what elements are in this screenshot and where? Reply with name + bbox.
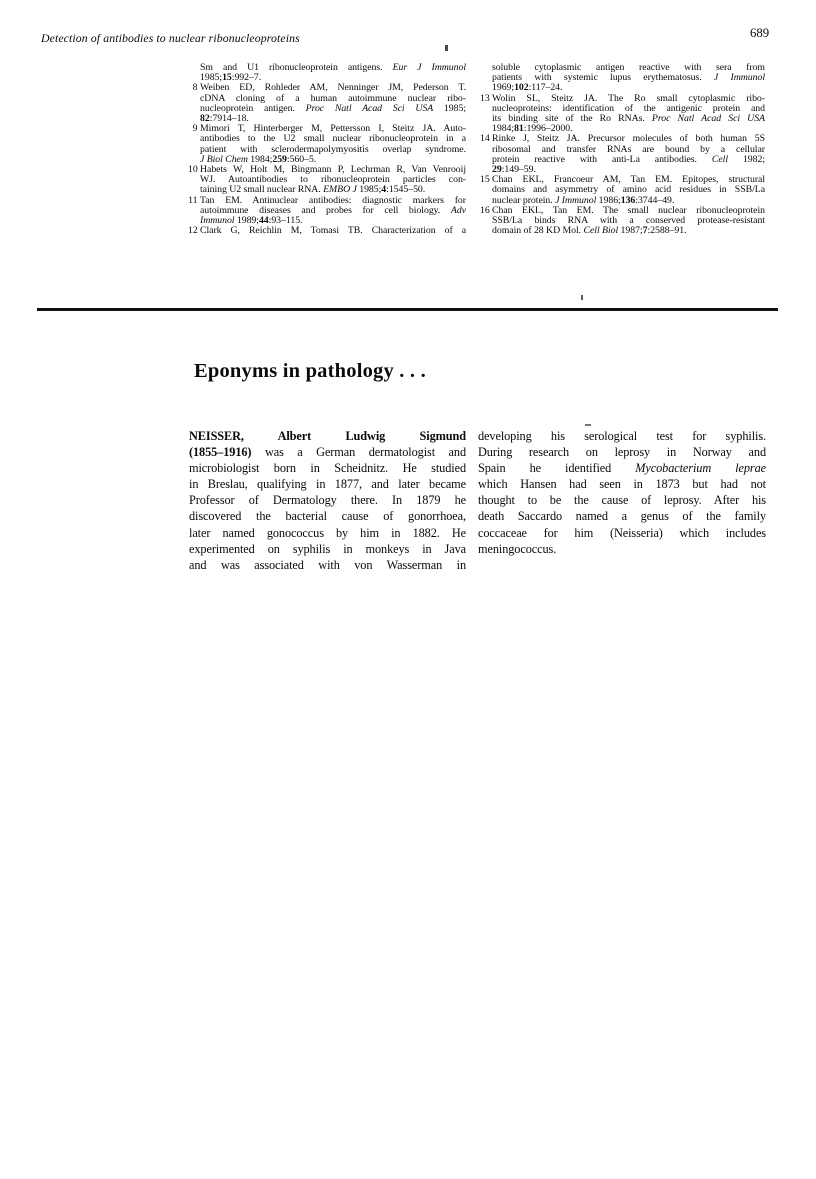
section-title: Eponyms in pathology . . . bbox=[194, 360, 426, 382]
body-text-line: developing his serological test for syphilis. bbox=[478, 429, 766, 443]
body-text-line: and was associated with von Wasserman in bbox=[189, 557, 466, 572]
reference-line: Habets W, Holt M, Bingmann P, Lechrman R, Van Venrooij bbox=[200, 165, 466, 176]
reference-line: nuclear protein. J Immunol 1986;136:3744–49. bbox=[492, 195, 675, 206]
page-number: 689 bbox=[750, 26, 770, 40]
body-text-line: Professor of Dermatology there. In 1879 he bbox=[189, 493, 466, 508]
reference-number: 16 bbox=[480, 204, 490, 216]
reference-line: nucleoprotein antigen. Proc Natl Acad Sci USA 1985; bbox=[200, 103, 466, 114]
reference-item bbox=[188, 83, 466, 124]
reference-item bbox=[480, 94, 765, 135]
reference-line: Immunol 1989;44:93–115. bbox=[200, 216, 303, 227]
reference-item bbox=[188, 63, 466, 83]
reference-number: 10 bbox=[188, 164, 198, 176]
body-text-line: death Saccardo named a genus of the family bbox=[478, 509, 766, 524]
body-text-line: (1855–1916) was a German dermatologist and bbox=[189, 445, 466, 460]
reference-line: protein reactive with anti-La antibodies. Cell 1982; bbox=[492, 154, 765, 165]
reference-line: Chan EKL, Tan EM. The small nuclear ribonucleoprotein bbox=[492, 205, 765, 216]
reference-item bbox=[188, 226, 466, 236]
reference-item bbox=[188, 165, 466, 196]
reference-line: autoimmune diseases and probes for cell biology. Adv bbox=[200, 205, 466, 216]
reference-line: taining U2 small nuclear RNA. EMBO J 1985;4:1545–50. bbox=[200, 185, 426, 196]
references-left-column bbox=[188, 63, 466, 236]
reference-line: its binding site of the Ro RNAs. Proc Natl Acad Sci USA bbox=[492, 114, 765, 125]
reference-number: 15 bbox=[480, 174, 490, 186]
reference-line: 1969;102:117–24. bbox=[492, 83, 563, 94]
reference-line: Sm and U1 ribonucleoprotein antigens. Eur J Immunol bbox=[200, 63, 466, 73]
reference-number: 9 bbox=[192, 123, 198, 135]
reference-line: cDNA cloning of a human autoimmune nuclear ribo- bbox=[200, 93, 466, 104]
reference-number: 8 bbox=[192, 82, 198, 94]
reference-line: domains and asymmetry of amino acid residues in SSB/La bbox=[492, 185, 765, 196]
reference-line: J Biol Chem 1984;259:560–5. bbox=[200, 154, 317, 165]
scan-artifact bbox=[445, 45, 448, 51]
reference-line: 29:149–59. bbox=[492, 165, 536, 176]
body-text-line: experimented on syphilis in monkeys in Java bbox=[189, 541, 466, 556]
eponyms-body-right-column bbox=[478, 428, 766, 557]
reference-item bbox=[480, 63, 765, 94]
reference-line: WJ. Autoantibodies to ribonucleoprotein particles con- bbox=[200, 175, 466, 186]
reference-number: 12 bbox=[188, 225, 198, 237]
reference-item bbox=[480, 206, 765, 237]
reference-number: 13 bbox=[480, 92, 490, 104]
reference-line: Mimori T, Hinterberger M, Pettersson I, Steitz JA. Auto- bbox=[200, 124, 466, 135]
reference-line: ribosomal and transfer RNAs are bound by a cellular bbox=[492, 144, 765, 155]
reference-line: Tan EM. Antinuclear antibodies: diagnostic markers for bbox=[200, 195, 466, 206]
body-text-line: which Hansen had seen in 1873 but had not bbox=[478, 477, 766, 492]
reference-number: 14 bbox=[480, 133, 490, 145]
reference-line: nucleoproteins: identification of the antigenic protein and bbox=[492, 103, 765, 114]
section-divider-rule bbox=[37, 308, 778, 311]
body-text-line: During research on leprosy in Norway and bbox=[478, 445, 766, 460]
reference-line: antibodies to the U2 small nuclear ribonucleoprotein in a bbox=[200, 134, 466, 145]
scan-artifact bbox=[585, 424, 591, 426]
body-text-line: NEISSER, Albert Ludwig Sigmund bbox=[189, 429, 466, 443]
reference-line: Rinke J, Steitz JA. Precursor molecules of both human 5S bbox=[492, 134, 765, 145]
body-text-line: in Breslau, qualifying in 1877, and later became bbox=[189, 477, 466, 492]
reference-line: 1984;81:1996–2000. bbox=[492, 124, 573, 135]
reference-line: Wolin SL, Steitz JA. The Ro small cytoplasmic ribo- bbox=[492, 93, 765, 104]
body-text-line: microbiologist born in Scheidnitz. He studied bbox=[189, 461, 466, 476]
scan-artifact bbox=[581, 295, 583, 300]
body-text-line: discovered the bacterial cause of gonorrhoea, bbox=[189, 509, 466, 524]
body-text-line: thought to be the cause of leprosy. After his bbox=[478, 493, 766, 508]
reference-item bbox=[480, 175, 765, 206]
body-text-line: later named gonococcus by him in 1882. He bbox=[189, 525, 466, 540]
reference-line: patient with sclerodermapolymyositis overlap syndrome. bbox=[200, 144, 466, 155]
reference-item bbox=[188, 196, 466, 227]
body-text-line: meningococcus. bbox=[478, 541, 557, 556]
body-text-line: Spain he identified Mycobacterium leprae bbox=[478, 461, 766, 476]
reference-line: SSB/La binds RNA with a conserved protease-resistant bbox=[492, 216, 765, 227]
reference-item bbox=[480, 134, 765, 175]
running-title: Detection of antibodies to nuclear ribonucleoproteins bbox=[41, 31, 300, 45]
reference-line: domain of 28 KD Mol. Cell Biol 1987;7:2588–91. bbox=[492, 226, 687, 237]
eponyms-body-left-column bbox=[189, 428, 466, 573]
reference-line: 82:7914–18. bbox=[200, 114, 249, 125]
reference-line: soluble cytoplasmic antigen reactive with sera from bbox=[492, 63, 765, 73]
body-text-line: coccaceae for him (Neisseria) which includes bbox=[478, 525, 766, 540]
reference-number: 11 bbox=[188, 194, 198, 206]
reference-line: Clark G, Reichlin M, Tomasi TB. Characterization of a bbox=[200, 226, 466, 237]
reference-line: Chan EKL, Francoeur AM, Tan EM. Epitopes, structural bbox=[492, 175, 765, 186]
reference-line: Weiben ED, Rohleder AM, Nenninger JM, Pederson T. bbox=[200, 83, 466, 94]
references-right-column bbox=[480, 63, 765, 236]
reference-item bbox=[188, 124, 466, 165]
reference-line: patients with systemic lupus erythematosus. J Immunol bbox=[492, 73, 765, 84]
reference-line: 1985;15:992–7. bbox=[200, 73, 262, 84]
